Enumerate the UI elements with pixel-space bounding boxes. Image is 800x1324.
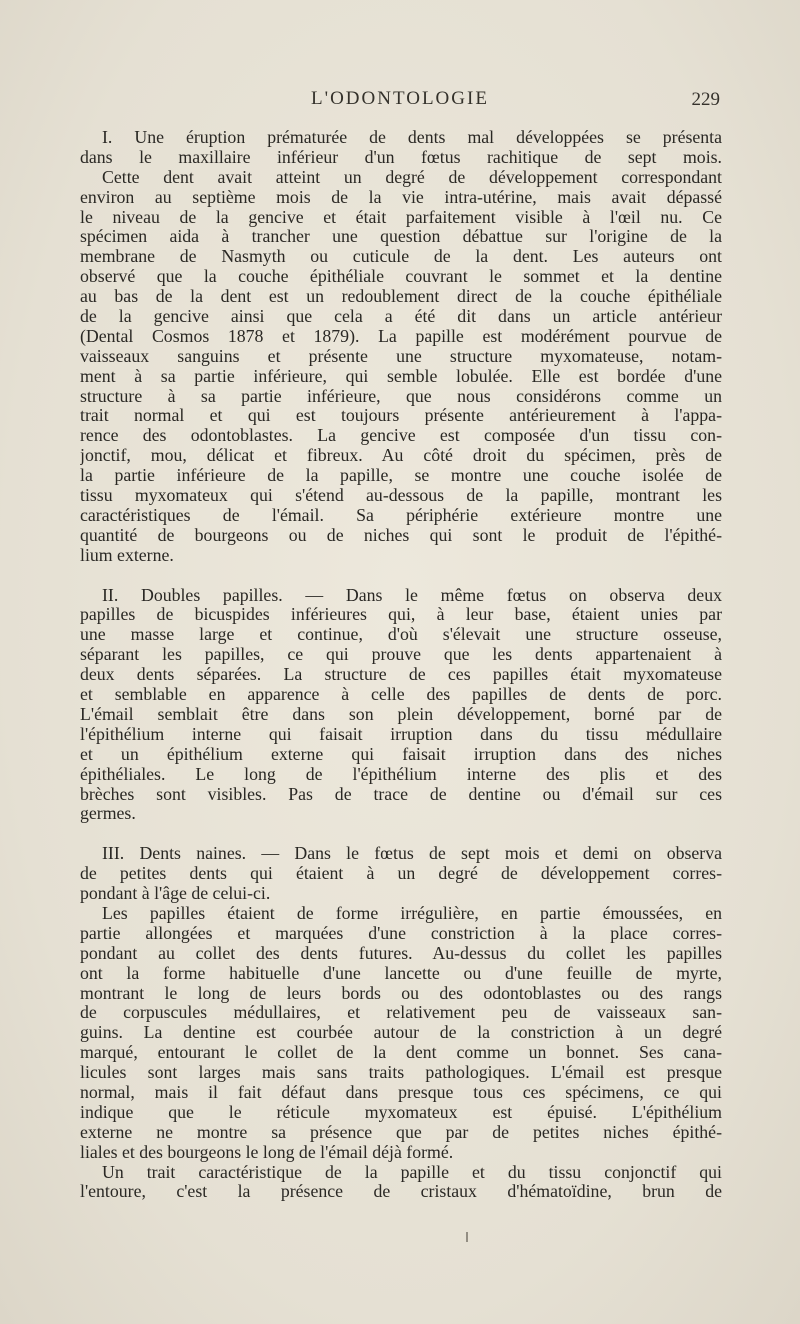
text-line: pondant au collet des dents futures. Au-dessus du collet les papilles [80,943,722,963]
text-line: (Dental Cosmos 1878 et 1879). La papille est modérément pourvue de [80,326,722,346]
text-line: Un trait caractéristique de la papille et du tissu conjonctif qui [102,1162,722,1182]
paragraph-gap [80,566,722,586]
text-line: vaisseaux sanguins et présente une structure myxomateuse, notam- [80,346,722,366]
text-line: de la gencive ainsi que cela a été dit dans un article antérieur [80,307,722,327]
section-iii-dents-naines [80,844,722,1202]
text-line: l'entoure, c'est la présence de cristaux d'hématoïdine, brun de [80,1182,722,1202]
text-line: dans le maxillaire inférieur d'un fœtus rachitique de sept mois. [80,147,722,167]
text-line: spécimen aida à trancher une question débattue sur l'origine de la [80,227,722,247]
text-line: marqué, entourant le collet de la dent comme un bonnet. Ses cana- [80,1043,722,1063]
running-title: L'ODONTOLOGIE [311,88,489,109]
text-line: I. Une éruption prématurée de dents mal développées se présenta [102,128,722,147]
text-line: liales et des bourgeons le long de l'émail déjà formé. [80,1141,454,1162]
text-line: une masse large et continue, d'où s'élevait une structure osseuse, [80,625,722,645]
paragraph-gap [80,824,722,844]
text-line: observé que la couche épithéliale couvrant le sommet et la dentine [80,267,722,287]
section-ii-doubles-papilles [80,586,722,825]
text-line: partie allongées et marquées d'une constriction à la place corres- [80,923,722,943]
text-line: papilles de bicuspides inférieures qui, à leur base, étaient unies par [80,605,722,625]
body-text [80,128,722,1202]
text-line: externe ne montre sa présence que par de petites niches épithé- [80,1122,722,1142]
text-line: le niveau de la gencive et était parfaitement visible à l'œil nu. Ce [80,207,722,227]
text-line: pondant à l'âge de celui-ci. [80,883,271,904]
text-line: membrane de Nasmyth ou cuticule de la dent. Les auteurs ont [80,247,722,267]
text-line: Les papilles étaient de forme irrégulière, en partie émoussées, en [102,903,722,923]
text-line: structure à sa partie inférieure, que nous considérons comme un [80,386,722,406]
text-line: Cette dent avait atteint un degré de développement correspondant [102,167,722,187]
text-line: montrant le long de leurs bords ou des odontoblastes ou des rangs [80,983,722,1003]
text-line: trait normal et qui est toujours présente antérieurement à l'appa- [80,406,722,426]
text-line: normal, mais il fait défaut dans presque tous ces spécimens, ce qui [80,1082,722,1102]
text-line: III. Dents naines. — Dans le fœtus de sept mois et demi on observa [102,844,722,864]
text-line: L'émail semblait être dans son plein développement, borné par de [80,704,722,724]
text-line: caractéristiques de l'émail. Sa périphérie extérieure montre une [80,505,722,525]
text-line: la partie inférieure de la papille, se montre une couche isolée de [80,466,722,486]
text-line: environ au septième mois de la vie intra-utérine, mais avait dépassé [80,187,722,207]
text-line: guins. La dentine est courbée autour de la constriction à un degré [80,1023,722,1043]
text-line: et un épithélium externe qui faisait irruption dans des niches [80,744,722,764]
text-line: II. Doubles papilles. — Dans le même fœtus on observa deux [102,585,722,605]
page-number: 229 [691,89,720,110]
text-line: licules sont larges mais sans traits pathologiques. L'émail est presque [80,1063,722,1083]
text-line: lium externe. [80,544,174,565]
text-line: quantité de bourgeons ou de niches qui sont le produit de l'épithé- [80,525,722,545]
text-line: ont la forme habituelle d'une lancette ou d'une feuille de myrte, [80,963,722,983]
text-line: au bas de la dent est un redoublement direct de la couche épithéliale [80,287,722,307]
text-line: l'épithélium interne qui faisait irruption dans du tissu médullaire [80,724,722,744]
page-header [80,88,720,118]
text-line: deux dents séparées. La structure de ces papilles était myxomateuse [80,665,722,685]
section-i-eruption-prematuree [80,128,722,566]
text-line: germes. [80,803,136,824]
text-line: brèches sont visibles. Pas de trace de dentine ou d'émail sur ces [80,784,722,804]
text-line: jonctif, mou, délicat et fibreux. Au côté droit du spécimen, près de [80,446,722,466]
text-line: de corpuscules médullaires, et relativement peu de vaisseaux san- [80,1003,722,1023]
text-line: tissu myxomateux qui s'étend au-dessous de la papille, montrant les [80,486,722,506]
text-line: rence des odontoblastes. La gencive est composée d'un tissu con- [80,426,722,446]
text-line: ment à sa partie inférieure, qui semble lobulée. Elle est bordée d'une [80,366,722,386]
text-line: de petites dents qui étaient à un degré de développement corres- [80,864,722,884]
text-line: et semblable en apparence à celle des papilles de dents de porc. [80,685,722,705]
text-line: indique que le réticule myxomateux est épuisé. L'épithélium [80,1102,722,1122]
text-line: séparant les papilles, ce qui prouve que les dents appartenaient à [80,645,722,665]
print-speck [466,1232,468,1242]
text-line: épithéliales. Le long de l'épithélium interne des plis et des [80,764,722,784]
